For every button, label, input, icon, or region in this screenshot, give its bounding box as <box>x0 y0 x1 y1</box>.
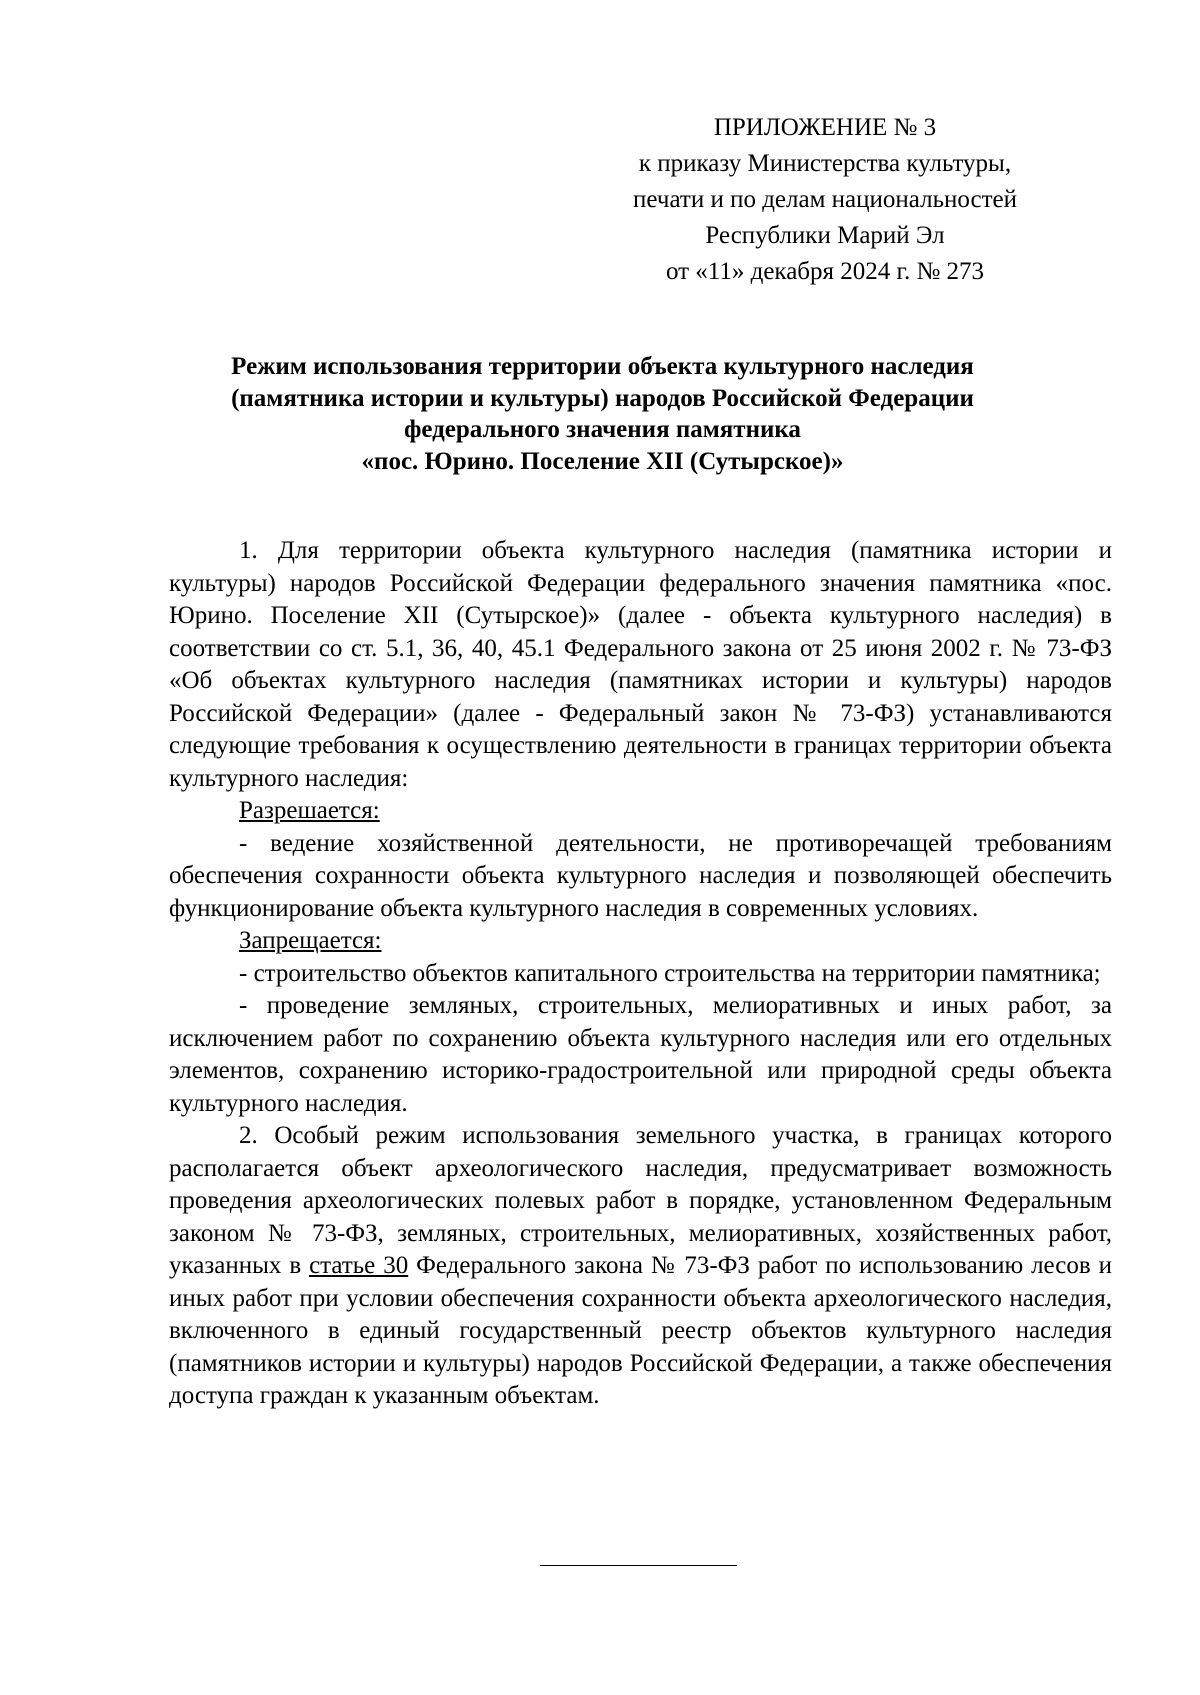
title-line: Режим использования территории объекта культурного наследия <box>231 353 974 380</box>
paragraph-2 <box>169 1120 1112 1413</box>
forbidden-heading <box>169 925 1112 958</box>
appendix-ministry: печати и по делам национальностей <box>633 186 1017 213</box>
appendix-republic: Республики Марий Эл <box>705 222 945 249</box>
paragraph-2-text-end: Федерального закона № 73-ФЗ работ по использованию лесов и иных работ при условии обеспечения сохранности объекта археологического наследия, включенного в единый государственный реестр объектов культурного наследия (памятников истории и культуры) народов Российской Федерации, а также обеспечения доступа граждан к указанным объектам. <box>169 1252 1112 1409</box>
allowed-heading-text: Разрешается: <box>239 797 380 824</box>
article-30-link[interactable]: статье 30 <box>309 1252 409 1279</box>
forbidden-heading-text: Запрещается: <box>239 927 382 954</box>
allowed-heading <box>169 795 1112 828</box>
title-line: (памятника истории и культуры) народов Российской Федерации <box>231 384 974 412</box>
forbidden-item: - строительство объектов капитального строительства на территории памятника; <box>239 959 1101 987</box>
appendix-order-date: от «11» декабря 2024 г. № 273 <box>665 258 985 285</box>
appendix-order-ref: к приказу Министерства культуры, <box>638 150 1012 177</box>
document-body <box>169 535 1112 1413</box>
allowed-item: - ведение хозяйственной деятельности, не противоречащей требованиям обеспечения сохранности объекта культурного наследия и позволяющей обеспечить функционирование объекта культурного наследия в современных условиях. <box>169 829 1112 922</box>
document-title <box>140 351 1065 477</box>
appendix-number: ПРИЛОЖЕНИЕ № 3 <box>713 114 937 141</box>
forbidden-item: - проведение земляных, строительных, мелиоративных и иных работ, за исключением работ по сохранению объекта культурного наследия или его отдельных элементов, сохранению историко-градостроительной или природной среды объекта культурного наследия. <box>169 992 1112 1117</box>
appendix-header <box>555 110 1095 290</box>
paragraph-1: 1. Для территории объекта культурного наследия (памятника истории и культуры) народов Российской Федерации федерального значения памятника «пос. Юрино. Поселение XII (Сутырское)» (далее - объекта культурного наследия) в соответствии со ст. 5.1, 36, 40, 45.1 Федерального закона от 25 июня 2002 г. № 73-ФЗ «Об объектах культурного наследия (памятниках истории и культуры) народов Российской Федерации» (далее - Федеральный закон № 73-ФЗ) устанавливаются следующие требования к осуществлению деятельности в границах территории объекта культурного наследия: <box>169 537 1112 792</box>
title-line: «пос. Юрино. Поселение XII (Сутырское)» <box>361 447 844 475</box>
title-line: федерального значения памятника <box>404 416 801 443</box>
end-divider-line <box>540 1565 737 1566</box>
paragraph-2-text: 2. Особый режим использования земельного участка, в границах которого располагается объект археологического наследия, предусматривает возможность проведения археологических полевых работ в порядке, установленном Федеральным законом № 73-ФЗ, земляных, строительных, мелиоративных, хозяйственных работ, указанных в <box>169 1122 1112 1279</box>
